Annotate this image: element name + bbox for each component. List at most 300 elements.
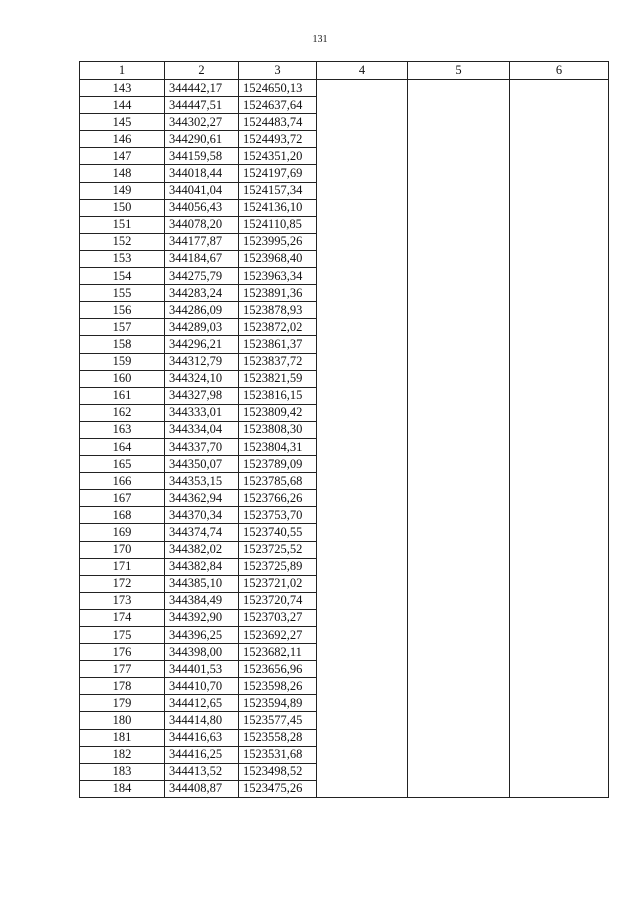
point-number-cell: 170	[80, 541, 165, 558]
point-number-cell: 180	[80, 712, 165, 729]
empty-cell-5	[408, 199, 510, 216]
empty-cell-6	[510, 473, 609, 490]
empty-cell-5	[408, 165, 510, 182]
x-coordinate-cell: 344447,51	[165, 97, 239, 114]
table-row	[80, 678, 609, 695]
table-row	[80, 285, 609, 302]
empty-cell-6	[510, 541, 609, 558]
empty-cell-4	[317, 609, 408, 626]
point-number-cell: 150	[80, 199, 165, 216]
empty-cell-6	[510, 336, 609, 353]
empty-cell-4	[317, 421, 408, 438]
x-coordinate-cell: 344384,49	[165, 592, 239, 609]
y-coordinate-cell: 1523816,15	[239, 387, 317, 404]
empty-cell-6	[510, 370, 609, 387]
x-coordinate-cell: 344290,61	[165, 131, 239, 148]
y-coordinate-cell: 1523703,27	[239, 609, 317, 626]
empty-cell-6	[510, 729, 609, 746]
table-row	[80, 319, 609, 336]
point-number-cell: 160	[80, 370, 165, 387]
point-number-cell: 156	[80, 302, 165, 319]
empty-cell-4	[317, 558, 408, 575]
x-coordinate-cell: 344286,09	[165, 302, 239, 319]
point-number-cell: 145	[80, 114, 165, 131]
empty-cell-6	[510, 524, 609, 541]
empty-cell-5	[408, 661, 510, 678]
empty-cell-5	[408, 216, 510, 233]
empty-cell-4	[317, 302, 408, 319]
empty-cell-4	[317, 746, 408, 763]
y-coordinate-cell: 1523968,40	[239, 250, 317, 267]
x-coordinate-cell: 344382,84	[165, 558, 239, 575]
x-coordinate-cell: 344374,74	[165, 524, 239, 541]
empty-cell-5	[408, 627, 510, 644]
empty-cell-5	[408, 456, 510, 473]
empty-cell-6	[510, 182, 609, 199]
x-coordinate-cell: 344370,34	[165, 507, 239, 524]
x-coordinate-cell: 344056,43	[165, 199, 239, 216]
table-row	[80, 575, 609, 592]
point-number-cell: 155	[80, 285, 165, 302]
y-coordinate-cell: 1523594,89	[239, 695, 317, 712]
point-number-cell: 173	[80, 592, 165, 609]
x-coordinate-cell: 344362,94	[165, 490, 239, 507]
empty-cell-6	[510, 114, 609, 131]
table-row	[80, 541, 609, 558]
table-row	[80, 661, 609, 678]
y-coordinate-cell: 1523598,26	[239, 678, 317, 695]
x-coordinate-cell: 344302,27	[165, 114, 239, 131]
table-row	[80, 250, 609, 267]
table-row	[80, 507, 609, 524]
x-coordinate-cell: 344334,04	[165, 421, 239, 438]
point-number-cell: 169	[80, 524, 165, 541]
y-coordinate-cell: 1523721,02	[239, 575, 317, 592]
empty-cell-6	[510, 712, 609, 729]
table-row	[80, 490, 609, 507]
point-number-cell: 149	[80, 182, 165, 199]
empty-cell-6	[510, 319, 609, 336]
table-row	[80, 336, 609, 353]
table-row	[80, 148, 609, 165]
x-coordinate-cell: 344296,21	[165, 336, 239, 353]
empty-cell-4	[317, 97, 408, 114]
y-coordinate-cell: 1524157,34	[239, 182, 317, 199]
point-number-cell: 154	[80, 268, 165, 285]
y-coordinate-cell: 1524351,20	[239, 148, 317, 165]
table-row	[80, 97, 609, 114]
x-coordinate-cell: 344382,02	[165, 541, 239, 558]
empty-cell-6	[510, 387, 609, 404]
table-row	[80, 302, 609, 319]
column-header: 1	[80, 62, 165, 80]
empty-cell-5	[408, 268, 510, 285]
empty-cell-4	[317, 387, 408, 404]
table-row	[80, 456, 609, 473]
table-row	[80, 609, 609, 626]
empty-cell-4	[317, 404, 408, 421]
point-number-cell: 153	[80, 250, 165, 267]
empty-cell-4	[317, 268, 408, 285]
point-number-cell: 162	[80, 404, 165, 421]
empty-cell-6	[510, 575, 609, 592]
empty-cell-5	[408, 644, 510, 661]
point-number-cell: 146	[80, 131, 165, 148]
empty-cell-4	[317, 165, 408, 182]
table-row	[80, 695, 609, 712]
y-coordinate-cell: 1523872,02	[239, 319, 317, 336]
point-number-cell: 152	[80, 233, 165, 250]
y-coordinate-cell: 1523891,36	[239, 285, 317, 302]
empty-cell-5	[408, 148, 510, 165]
x-coordinate-cell: 344392,90	[165, 609, 239, 626]
table-row	[80, 763, 609, 780]
x-coordinate-cell: 344412,65	[165, 695, 239, 712]
y-coordinate-cell: 1524650,13	[239, 80, 317, 97]
point-number-cell: 143	[80, 80, 165, 97]
empty-cell-5	[408, 114, 510, 131]
empty-cell-6	[510, 165, 609, 182]
empty-cell-6	[510, 302, 609, 319]
empty-cell-6	[510, 80, 609, 97]
empty-cell-4	[317, 131, 408, 148]
empty-cell-4	[317, 473, 408, 490]
y-coordinate-cell: 1523720,74	[239, 592, 317, 609]
empty-cell-6	[510, 609, 609, 626]
y-coordinate-cell: 1523692,27	[239, 627, 317, 644]
x-coordinate-cell: 344289,03	[165, 319, 239, 336]
x-coordinate-cell: 344408,87	[165, 780, 239, 797]
y-coordinate-cell: 1523498,52	[239, 763, 317, 780]
empty-cell-5	[408, 524, 510, 541]
table-row	[80, 421, 609, 438]
point-number-cell: 178	[80, 678, 165, 695]
empty-cell-4	[317, 148, 408, 165]
empty-cell-4	[317, 575, 408, 592]
y-coordinate-cell: 1523656,96	[239, 661, 317, 678]
empty-cell-5	[408, 285, 510, 302]
empty-cell-5	[408, 131, 510, 148]
empty-cell-6	[510, 507, 609, 524]
empty-cell-5	[408, 421, 510, 438]
empty-cell-5	[408, 473, 510, 490]
empty-cell-5	[408, 302, 510, 319]
y-coordinate-cell: 1523740,55	[239, 524, 317, 541]
empty-cell-5	[408, 712, 510, 729]
x-coordinate-cell: 344396,25	[165, 627, 239, 644]
table-row	[80, 182, 609, 199]
empty-cell-5	[408, 558, 510, 575]
table-body	[80, 80, 609, 798]
table-row	[80, 780, 609, 797]
point-number-cell: 157	[80, 319, 165, 336]
empty-cell-4	[317, 114, 408, 131]
point-number-cell: 175	[80, 627, 165, 644]
y-coordinate-cell: 1523766,26	[239, 490, 317, 507]
table-header-row	[80, 62, 609, 80]
empty-cell-6	[510, 661, 609, 678]
empty-cell-4	[317, 541, 408, 558]
empty-cell-4	[317, 182, 408, 199]
table-row	[80, 216, 609, 233]
page-number: 131	[312, 34, 328, 45]
column-header: 3	[239, 62, 317, 80]
table-row	[80, 353, 609, 370]
empty-cell-5	[408, 541, 510, 558]
empty-cell-5	[408, 353, 510, 370]
y-coordinate-cell: 1524136,10	[239, 199, 317, 216]
y-coordinate-cell: 1523558,28	[239, 729, 317, 746]
empty-cell-5	[408, 609, 510, 626]
x-coordinate-cell: 344350,07	[165, 456, 239, 473]
empty-cell-5	[408, 250, 510, 267]
empty-cell-4	[317, 661, 408, 678]
point-number-cell: 184	[80, 780, 165, 797]
empty-cell-4	[317, 233, 408, 250]
empty-cell-4	[317, 216, 408, 233]
y-coordinate-cell: 1523804,31	[239, 438, 317, 455]
empty-cell-6	[510, 678, 609, 695]
point-number-cell: 165	[80, 456, 165, 473]
empty-cell-6	[510, 627, 609, 644]
x-coordinate-cell: 344413,52	[165, 763, 239, 780]
empty-cell-4	[317, 524, 408, 541]
table-row	[80, 592, 609, 609]
empty-cell-6	[510, 780, 609, 797]
x-coordinate-cell: 344327,98	[165, 387, 239, 404]
empty-cell-6	[510, 592, 609, 609]
x-coordinate-cell: 344414,80	[165, 712, 239, 729]
point-number-cell: 159	[80, 353, 165, 370]
x-coordinate-cell: 344312,79	[165, 353, 239, 370]
empty-cell-4	[317, 456, 408, 473]
y-coordinate-cell: 1523789,09	[239, 456, 317, 473]
empty-cell-6	[510, 644, 609, 661]
table-row	[80, 233, 609, 250]
point-number-cell: 164	[80, 438, 165, 455]
empty-cell-5	[408, 319, 510, 336]
y-coordinate-cell: 1523725,52	[239, 541, 317, 558]
x-coordinate-cell: 344410,70	[165, 678, 239, 695]
empty-cell-4	[317, 712, 408, 729]
y-coordinate-cell: 1523531,68	[239, 746, 317, 763]
empty-cell-5	[408, 678, 510, 695]
column-header: 5	[408, 62, 510, 80]
point-number-cell: 151	[80, 216, 165, 233]
y-coordinate-cell: 1523809,42	[239, 404, 317, 421]
empty-cell-4	[317, 592, 408, 609]
empty-cell-4	[317, 353, 408, 370]
empty-cell-4	[317, 438, 408, 455]
x-coordinate-cell: 344159,58	[165, 148, 239, 165]
empty-cell-5	[408, 233, 510, 250]
y-coordinate-cell: 1524483,74	[239, 114, 317, 131]
empty-cell-6	[510, 148, 609, 165]
y-coordinate-cell: 1523753,70	[239, 507, 317, 524]
empty-cell-5	[408, 336, 510, 353]
empty-cell-4	[317, 285, 408, 302]
y-coordinate-cell: 1523577,45	[239, 712, 317, 729]
table-row	[80, 370, 609, 387]
point-number-cell: 158	[80, 336, 165, 353]
empty-cell-4	[317, 780, 408, 797]
empty-cell-4	[317, 370, 408, 387]
empty-cell-6	[510, 558, 609, 575]
table-row	[80, 524, 609, 541]
empty-cell-5	[408, 729, 510, 746]
x-coordinate-cell: 344184,67	[165, 250, 239, 267]
table-row	[80, 80, 609, 97]
empty-cell-5	[408, 182, 510, 199]
x-coordinate-cell: 344385,10	[165, 575, 239, 592]
table-row	[80, 165, 609, 182]
table-row	[80, 131, 609, 148]
empty-cell-4	[317, 319, 408, 336]
empty-cell-6	[510, 285, 609, 302]
point-number-cell: 147	[80, 148, 165, 165]
empty-cell-5	[408, 746, 510, 763]
point-number-cell: 176	[80, 644, 165, 661]
point-number-cell: 161	[80, 387, 165, 404]
table-row	[80, 712, 609, 729]
point-number-cell: 163	[80, 421, 165, 438]
x-coordinate-cell: 344177,87	[165, 233, 239, 250]
y-coordinate-cell: 1523963,34	[239, 268, 317, 285]
y-coordinate-cell: 1523821,59	[239, 370, 317, 387]
x-coordinate-cell: 344333,01	[165, 404, 239, 421]
point-number-cell: 172	[80, 575, 165, 592]
empty-cell-6	[510, 421, 609, 438]
table-row	[80, 438, 609, 455]
y-coordinate-cell: 1523475,26	[239, 780, 317, 797]
empty-cell-6	[510, 233, 609, 250]
point-number-cell: 182	[80, 746, 165, 763]
empty-cell-6	[510, 404, 609, 421]
empty-cell-6	[510, 216, 609, 233]
empty-cell-6	[510, 131, 609, 148]
point-number-cell: 179	[80, 695, 165, 712]
y-coordinate-cell: 1523878,93	[239, 302, 317, 319]
point-number-cell: 166	[80, 473, 165, 490]
table-row	[80, 644, 609, 661]
coordinates-table	[79, 61, 609, 798]
empty-cell-5	[408, 387, 510, 404]
x-coordinate-cell: 344416,25	[165, 746, 239, 763]
x-coordinate-cell: 344398,00	[165, 644, 239, 661]
empty-cell-4	[317, 507, 408, 524]
column-header: 2	[165, 62, 239, 80]
empty-cell-5	[408, 507, 510, 524]
y-coordinate-cell: 1523785,68	[239, 473, 317, 490]
table-row	[80, 746, 609, 763]
y-coordinate-cell: 1523682,11	[239, 644, 317, 661]
x-coordinate-cell: 344041,04	[165, 182, 239, 199]
table-row	[80, 387, 609, 404]
empty-cell-4	[317, 695, 408, 712]
empty-cell-6	[510, 695, 609, 712]
empty-cell-6	[510, 199, 609, 216]
empty-cell-4	[317, 336, 408, 353]
y-coordinate-cell: 1524637,64	[239, 97, 317, 114]
empty-cell-4	[317, 250, 408, 267]
x-coordinate-cell: 344018,44	[165, 165, 239, 182]
y-coordinate-cell: 1524197,69	[239, 165, 317, 182]
empty-cell-4	[317, 763, 408, 780]
empty-cell-4	[317, 627, 408, 644]
y-coordinate-cell: 1523725,89	[239, 558, 317, 575]
empty-cell-5	[408, 592, 510, 609]
point-number-cell: 148	[80, 165, 165, 182]
table-row	[80, 199, 609, 216]
column-header: 4	[317, 62, 408, 80]
empty-cell-6	[510, 490, 609, 507]
empty-cell-4	[317, 199, 408, 216]
empty-cell-6	[510, 97, 609, 114]
empty-cell-6	[510, 250, 609, 267]
point-number-cell: 181	[80, 729, 165, 746]
table-row	[80, 114, 609, 131]
y-coordinate-cell: 1523837,72	[239, 353, 317, 370]
empty-cell-6	[510, 353, 609, 370]
empty-cell-6	[510, 763, 609, 780]
x-coordinate-cell: 344275,79	[165, 268, 239, 285]
table-row	[80, 404, 609, 421]
y-coordinate-cell: 1523995,26	[239, 233, 317, 250]
empty-cell-6	[510, 746, 609, 763]
empty-cell-4	[317, 490, 408, 507]
empty-cell-5	[408, 438, 510, 455]
table-row	[80, 627, 609, 644]
point-number-cell: 168	[80, 507, 165, 524]
point-number-cell: 177	[80, 661, 165, 678]
x-coordinate-cell: 344078,20	[165, 216, 239, 233]
y-coordinate-cell: 1523808,30	[239, 421, 317, 438]
empty-cell-5	[408, 490, 510, 507]
empty-cell-4	[317, 678, 408, 695]
table-row	[80, 473, 609, 490]
empty-cell-6	[510, 456, 609, 473]
x-coordinate-cell: 344337,70	[165, 438, 239, 455]
empty-cell-5	[408, 404, 510, 421]
x-coordinate-cell: 344401,53	[165, 661, 239, 678]
y-coordinate-cell: 1523861,37	[239, 336, 317, 353]
empty-cell-4	[317, 729, 408, 746]
table-row	[80, 729, 609, 746]
point-number-cell: 171	[80, 558, 165, 575]
empty-cell-5	[408, 370, 510, 387]
empty-cell-5	[408, 97, 510, 114]
empty-cell-6	[510, 438, 609, 455]
empty-cell-5	[408, 695, 510, 712]
empty-cell-5	[408, 763, 510, 780]
table-row	[80, 268, 609, 285]
y-coordinate-cell: 1524110,85	[239, 216, 317, 233]
table-row	[80, 558, 609, 575]
column-header: 6	[510, 62, 609, 80]
x-coordinate-cell: 344416,63	[165, 729, 239, 746]
point-number-cell: 174	[80, 609, 165, 626]
empty-cell-5	[408, 780, 510, 797]
empty-cell-5	[408, 80, 510, 97]
empty-cell-6	[510, 268, 609, 285]
x-coordinate-cell: 344324,10	[165, 370, 239, 387]
empty-cell-5	[408, 575, 510, 592]
x-coordinate-cell: 344353,15	[165, 473, 239, 490]
point-number-cell: 183	[80, 763, 165, 780]
empty-cell-4	[317, 80, 408, 97]
x-coordinate-cell: 344283,24	[165, 285, 239, 302]
x-coordinate-cell: 344442,17	[165, 80, 239, 97]
